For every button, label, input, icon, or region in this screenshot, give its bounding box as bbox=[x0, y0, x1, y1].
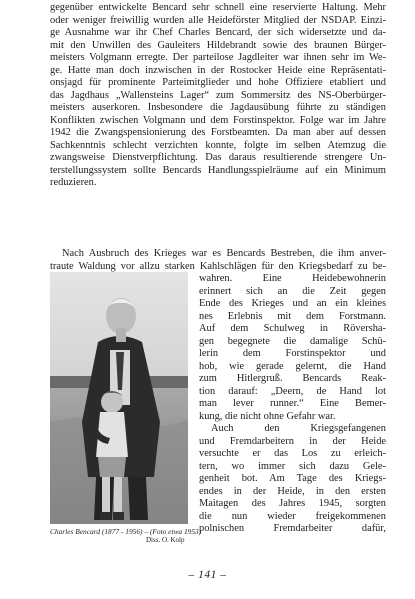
text-line: wahren. Eine Heidebewohnerin bbox=[199, 273, 386, 284]
text-line: mit den Unwillen des Gauleiters Hildebrandt sowie des braunen Bürger- bbox=[50, 39, 386, 51]
text-line: zum Hitlergruß. Bencards Reak- bbox=[199, 373, 386, 384]
text-line: Maitagen des Jahres 1945, sorgten bbox=[199, 498, 386, 509]
text-line: Ende des Krieges und an ein kleines bbox=[199, 298, 386, 309]
text-line: nes Erlebnis mit dem Forstmann. bbox=[199, 310, 386, 322]
text-line: tion darauf: „Deern, de Hand lot bbox=[199, 385, 386, 397]
portrait-photo bbox=[50, 272, 188, 524]
text-line: tern, wo immer sich dazu Gele- bbox=[199, 460, 386, 472]
text-line: kung, die nicht ohne Gefahr war. bbox=[199, 410, 336, 422]
page-number: – 141 – bbox=[188, 569, 227, 581]
text-line: onsjagd für prominente Parteimitglieder und hohe Offiziere etabliert und bbox=[50, 77, 386, 88]
text-line: traute Waldung vor allzu starken Kahlschlägen für den Kriegsbedarf zu be- bbox=[50, 260, 386, 272]
paragraph-1 bbox=[50, 2, 386, 190]
text-line: ge. Hatte man doch inzwischen in der Rostocker Heide eine Repräsentati- bbox=[50, 64, 386, 76]
text-line: Konflikten zwischen Volgmann und dem Forstinspektor. Folge war im Jahre bbox=[50, 114, 386, 126]
text-line: versuchte er das Los zu erleich- bbox=[199, 448, 386, 459]
text-line: die nun wieder freigekommenen bbox=[199, 510, 386, 522]
text-line: das Jagdhaus „Wallensteins Lager“ zum Sommersitz des NS-Oberbürger- bbox=[50, 89, 386, 101]
text-line: genheit bot. Am Tage des Kriegs- bbox=[199, 473, 386, 484]
text-line: endes in der Heide, in den ersten bbox=[199, 485, 386, 497]
text-line: ge Ausnahme war ihr Chef Charles Bencard, der sich widersetzte und da- bbox=[50, 27, 386, 38]
text-line: erinnert sich an die Zeit gegen bbox=[199, 285, 386, 297]
text-line: meisters auserkoren. Insbesondere die Jagdausübung führte zu ständigen bbox=[50, 102, 386, 113]
text-line: gen begegnete die damalige Schü- bbox=[199, 335, 386, 347]
photo-credit: Diss. O. Kolp bbox=[146, 536, 185, 544]
text-line: hob, wie gerade gelernt, die Hand bbox=[199, 360, 386, 372]
text-line: Auf dem Schulweg in Röversha- bbox=[199, 323, 386, 334]
text-line: terstellungssystem sollte Bencards Handlungsspielräume auf ein Minimum bbox=[50, 164, 386, 176]
text-line: Nach Ausbruch des Krieges war es Bencards Bestreben, die ihm anver- bbox=[62, 248, 386, 259]
text-line: reduzieren. bbox=[50, 177, 97, 188]
text-line: man lever runner.“ Eine Bemer- bbox=[199, 398, 386, 409]
text-line: gegenüber entwickelte Bencard sehr schnell eine reservierte Haltung. Mehr bbox=[50, 2, 386, 13]
paragraph-2-full-width bbox=[50, 248, 386, 273]
photo-caption: Charles Bencard (1877 - 1956) – (Foto etwa 1953) bbox=[50, 527, 202, 536]
text-line: polnischen Fremdarbeiter dafür, bbox=[199, 523, 386, 534]
text-line: Sachkenntnis schlecht verzichten konnte, folgte im selben Atemzug die bbox=[50, 139, 386, 151]
text-line: oder weniger freiwillig wurden alle Heideförster Mitglied der NSDAP. Einzi- bbox=[50, 14, 386, 26]
text-line: Auch den Kriegsgefangenen bbox=[211, 423, 386, 434]
text-line: lerin dem Forstinspektor und bbox=[199, 348, 386, 359]
photo-image bbox=[50, 272, 188, 524]
text-line: 1942 die Zwangspensionierung des Forstbeamten. Da man aber auf dessen bbox=[50, 127, 386, 138]
right-column-text bbox=[199, 273, 386, 536]
text-line: zwangsweise Dienstverpflichtung. Das daraus resultierende strengere Un- bbox=[50, 152, 386, 163]
text-line: und Fremdarbeitern in der Heide bbox=[199, 435, 386, 447]
text-line: meisters Volgmann erregte. Der parteilose Jagdleiter war ihnen sehr im We- bbox=[50, 52, 386, 63]
